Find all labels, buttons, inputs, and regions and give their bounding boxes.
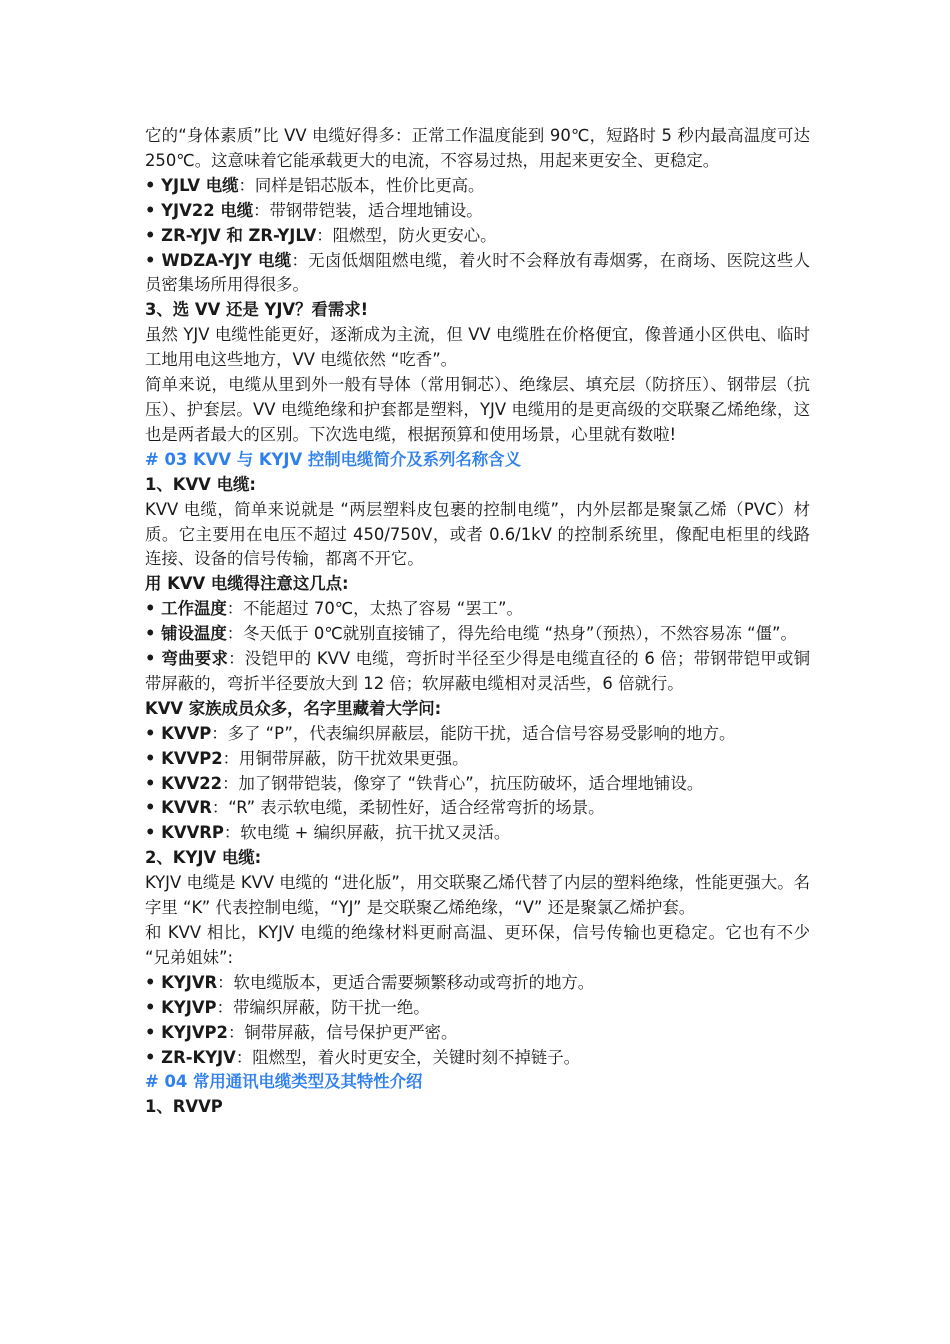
bullet-term: • ZR-YJV 和 ZR-YJLV (145, 225, 317, 245)
bullet-term: • 铺设温度 (145, 624, 227, 644)
bullet-term: • YJV22 电缆 (145, 200, 254, 220)
bullet-desc: ：带编织屏蔽，防干扰一绝。 (216, 997, 430, 1017)
bullet-term: • KVVP (145, 723, 212, 743)
subheading-kyjv: 2、KYJV 电缆: (145, 848, 262, 868)
bullet-term: • 工作温度 (145, 599, 227, 619)
paragraph-cable-structure: 简单来说，电缆从里到外一般有导体（常用铜芯）、绝缘层、填充层（防挤压）、钢带层（抗压）、护套层。VV 电缆绝缘和护套都是塑料，YJV 电缆用的是更高级的交联聚乙烯绝缘，这也是两者最大的区别。下次选电缆，根据预算和使用场景，心里就有数啦! (145, 375, 810, 444)
bullet-term: • 弯曲要求 (145, 649, 229, 669)
bullet-desc: ：阻燃型，防火更安心。 (316, 225, 497, 245)
bullet-desc: ：带钢带铠装，适合埋地铺设。 (253, 200, 483, 220)
subheading-rvvp: 1、RVVP (145, 1097, 223, 1117)
bullet-kvvr (145, 796, 810, 821)
bullet-kvvp (145, 722, 810, 747)
bullet-term: • KYJVP2 (145, 1022, 228, 1042)
bullet-zr-yjv (145, 224, 810, 249)
bullet-desc: ：无卤低烟阻燃电缆，着火时不会释放有毒烟雾，在商场、医院这些人员密集场所用得很多。 (145, 250, 811, 295)
bullet-desc: ：不能超过 70℃，太热了容易 “罢工”。 (226, 599, 523, 619)
paragraph-kyjv-compare: 和 KVV 相比，KYJV 电缆的绝缘材料更耐高温、更环保，信号传输也更稳定。它也有不少 “兄弟姐妹”: (145, 923, 810, 967)
subheading-kvv: 1、KVV 电缆: (145, 474, 256, 494)
bullet-desc: ：加了钢带铠装，像穿了 “铁背心”，抗压防破坏，适合埋地铺设。 (222, 773, 704, 793)
paragraph-yjv-properties: 它的“身体素质”比 VV 电缆好得多：正常工作温度能到 90℃，短路时 5 秒内最高温度可达 250℃。这意味着它能承载更大的电流，不容易过热，用起来更安全、更稳定。 (145, 126, 810, 170)
bullet-desc: ：没铠甲的 KVV 电缆，弯折时半径至少得是电缆直径的 6 倍；带钢带铠甲或铜带屏蔽的，弯折半径要放大到 12 倍；软屏蔽电缆相对灵活些，6 倍就行。 (145, 649, 810, 693)
subheading-kvv-notes: 用 KVV 电缆得注意这几点: (145, 574, 349, 594)
bullet-desc: ：阻燃型，着火时更安全，关键时刻不掉链子。 (235, 1047, 581, 1067)
section-heading-03: # 03 KVV 与 KYJV 控制电缆简介及系列名称含义 (145, 449, 521, 469)
bullet-desc: ：软电缆 + 编织屏蔽，抗干扰又灵活。 (223, 823, 511, 843)
bullet-zr-kyjv (145, 1046, 810, 1071)
bullet-term: • KVVP2 (145, 748, 223, 768)
bullet-kyjvp2 (145, 1021, 810, 1046)
bullet-desc: ：用铜带屏蔽，防干扰效果更强。 (222, 748, 469, 768)
bullet-term: • KVVRP (145, 823, 224, 843)
bullet-yjv22 (145, 199, 810, 224)
subheading-vv-or-yjv: 3、选 VV 还是 YJV？看需求! (145, 300, 369, 320)
bullet-kyjvp (145, 996, 810, 1021)
bullet-yjlv (145, 174, 810, 199)
bullet-term: • KVV22 (145, 773, 223, 793)
bullet-term: • YJLV 电缆 (145, 175, 239, 195)
subheading-kvv-family: KVV 家族成员众多，名字里藏着大学问: (145, 698, 442, 718)
bullet-kyjvr (145, 971, 810, 996)
bullet-term: • KVVR (145, 798, 212, 818)
bullet-desc: ：冬天低于 0℃就别直接铺了，得先给电缆 “热身”（预热），不然容易冻 “僵”。 (226, 624, 797, 644)
section-heading-04: # 04 常用通讯电缆类型及其特性介绍 (145, 1072, 423, 1092)
bullet-term: • KYJVP (145, 997, 217, 1017)
bullet-desc: ：铜带屏蔽，信号保护更严密。 (227, 1022, 458, 1042)
bullet-desc: ：多了 “P”，代表编织屏蔽层，能防干扰，适合信号容易受影响的地方。 (211, 723, 736, 743)
document-body (145, 124, 810, 1120)
paragraph-kyjv-intro: KYJV 电缆是 KVV 电缆的 “进化版”，用交联聚乙烯代替了内层的塑料绝缘，性能更强大。名字里 “K” 代表控制电缆，“YJ” 是交联聚乙烯绝缘，“V” 还是聚氯乙烯护套。 (145, 873, 810, 918)
bullet-kvvp2 (145, 747, 810, 772)
bullet-term: • ZR-KYJV (145, 1047, 236, 1067)
bullet-bending (145, 647, 810, 697)
bullet-desc: ：软电缆版本，更适合需要频繁移动或弯折的地方。 (217, 972, 595, 992)
bullet-kvvrp (145, 821, 810, 846)
bullet-desc: ：同样是铝芯版本，性价比更高。 (238, 175, 485, 195)
bullet-term: • WDZA-YJY 电缆 (145, 250, 292, 270)
bullet-wdza-yjy (145, 249, 810, 299)
bullet-working-temp (145, 597, 810, 622)
paragraph-kvv-intro: KVV 电缆，简单来说就是 “两层塑料皮包裹的控制电缆”，内外层都是聚氯乙烯（PVC）材质。它主要用在电压不超过 450/750V，或者 0.6/1kV 的控制系统里，像配电柜里的线路连接、设备的信号传输，都离不开它。 (145, 499, 810, 569)
bullet-desc: ：“R” 表示软电缆，柔韧性好，适合经常弯折的场景。 (211, 798, 605, 818)
bullet-kvv22 (145, 772, 810, 797)
paragraph-vv-cheaper: 虽然 YJV 电缆性能更好，逐渐成为主流，但 VV 电缆胜在价格便宜，像普通小区供电、临时工地用电这些地方，VV 电缆依然 “吃香”。 (145, 325, 810, 370)
bullet-laying-temp (145, 622, 810, 647)
bullet-term: • KYJVR (145, 972, 218, 992)
